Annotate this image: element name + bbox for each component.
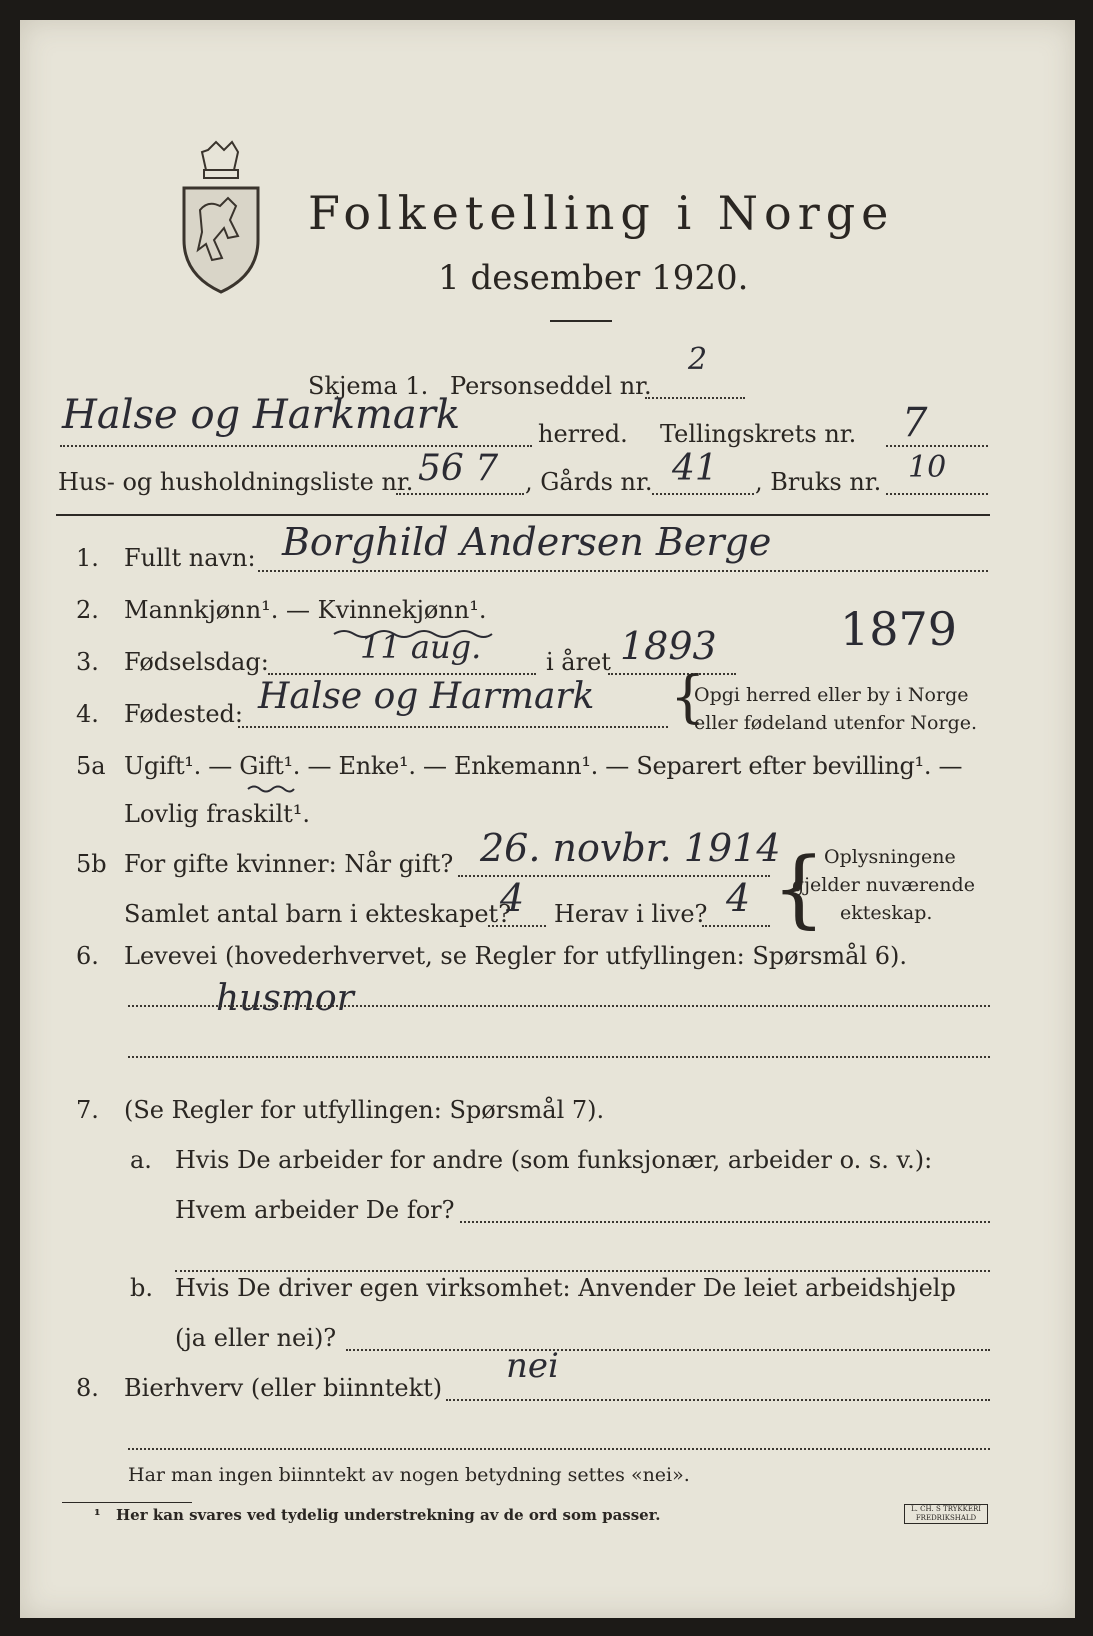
census-date: 1 desember 1920. (438, 258, 749, 298)
full-name-value[interactable]: Borghild Andersen Berge (282, 520, 772, 564)
q5b-note-line1: Oplysningene (824, 846, 956, 868)
occupation-value[interactable]: husmor (216, 978, 354, 1019)
bruks-value[interactable]: 10 (908, 450, 947, 485)
herred-value[interactable]: Halse og Harkmark (62, 392, 461, 438)
tellingskrets-label: Tellingskrets nr. (660, 420, 857, 448)
gift-underline (246, 784, 296, 794)
q5b-note-line3: ekteskap. (840, 902, 933, 924)
q4-number: 4. (76, 700, 99, 728)
birthplace-value[interactable]: Halse og Harmark (258, 676, 595, 717)
q7-number: 7. (76, 1096, 99, 1124)
q4-brace: { (670, 665, 706, 730)
children-alive-value[interactable]: 4 (726, 876, 751, 920)
q1-label: Fullt navn: (124, 544, 256, 572)
form-title: Folketelling i Norge (308, 186, 895, 240)
married-date-value[interactable]: 26. novbr. 1914 (480, 826, 781, 870)
gards-value[interactable]: 41 (672, 448, 718, 489)
q5a-line2: Lovlig fraskilt¹. (124, 800, 311, 828)
q5b-number: 5b (76, 850, 107, 878)
q5a-number: 5a (76, 752, 106, 780)
q5b-married-label: For gifte kvinner: Når gift? (124, 850, 454, 878)
tellingskrets-value[interactable]: 7 (902, 400, 928, 446)
footnote-text: Her kan svares ved tydelig understrekning av de ord som passer. (116, 1506, 661, 1524)
q3-label: Fødselsdag: (124, 648, 269, 676)
q7a-line1: Hvis De arbeider for andre (som funksjonær, arbeider o. s. v.): (175, 1146, 933, 1174)
q5b-brace: { (772, 839, 826, 937)
header-rule (56, 514, 990, 516)
title-divider (550, 320, 612, 322)
census-form-page (20, 20, 1075, 1618)
q6-number: 6. (76, 942, 99, 970)
q5a-line1: Ugift¹. — Gift¹. — Enke¹. — Enkemann¹. — Separert efter bevilling¹. — (124, 752, 963, 780)
nei-note: Har man ingen biinntekt av nogen betydning settes «nei». (128, 1464, 690, 1486)
margin-year-note: 1879 (840, 602, 958, 656)
coat-of-arms-icon (178, 140, 264, 295)
q2-label: Mannkjønn¹. — Kvinnekjønn¹. (124, 596, 487, 624)
q2-number: 2. (76, 596, 99, 624)
hus-value[interactable]: 56 7 (418, 448, 499, 489)
q5b-children-label: Samlet antal barn i ekteskapet? (124, 900, 512, 928)
q1-number: 1. (76, 544, 99, 572)
q7b-line2: (ja eller nei)? (175, 1324, 337, 1352)
herred-label: herred. (538, 420, 628, 448)
printer-stamp: L. CH. S TRYKKERI FREDRIKSHALD (904, 1504, 988, 1524)
q6-label: Levevei (hovederhvervet, se Regler for utfyllingen: Spørsmål 6). (124, 942, 908, 970)
footnote-marker: ¹ (94, 1506, 101, 1524)
footnote-divider (62, 1502, 192, 1503)
year-label: i året (546, 648, 611, 676)
q7a-number: a. (130, 1146, 152, 1174)
q3-number: 3. (76, 648, 99, 676)
personseddel-value[interactable]: 2 (688, 342, 708, 377)
q8-number: 8. (76, 1374, 99, 1402)
gards-label: , Gårds nr. (525, 468, 653, 496)
q5b-alive-label: Herav i live? (554, 900, 708, 928)
children-count-value[interactable]: 4 (500, 876, 525, 920)
bruks-label: , Bruks nr. (755, 468, 882, 496)
personseddel-label: Personseddel nr. (450, 372, 652, 400)
q7-label: (Se Regler for utfyllingen: Spørsmål 7). (124, 1096, 605, 1124)
hus-label: Hus- og husholdningsliste nr. (58, 468, 414, 496)
q8-label: Bierhverv (eller biinntekt) (124, 1374, 443, 1402)
skjema-label: Skjema 1. (308, 372, 429, 400)
birth-day-value[interactable]: 11 aug. (360, 628, 482, 666)
q7b-line1: Hvis De driver egen virksomhet: Anvender De leiet arbeidshjelp (175, 1274, 956, 1302)
q7b-number: b. (130, 1274, 153, 1302)
q7a-line2: Hvem arbeider De for? (175, 1196, 455, 1224)
q4-label: Fødested: (124, 700, 243, 728)
q5b-note-line2: gjelder nuværende (792, 874, 975, 896)
q4-note-line1: Opgi herred eller by i Norge (694, 684, 969, 706)
q4-note-line2: eller fødeland utenfor Norge. (694, 712, 978, 734)
side-income-value[interactable]: nei (506, 1346, 559, 1386)
birth-year-value[interactable]: 1893 (620, 624, 717, 668)
